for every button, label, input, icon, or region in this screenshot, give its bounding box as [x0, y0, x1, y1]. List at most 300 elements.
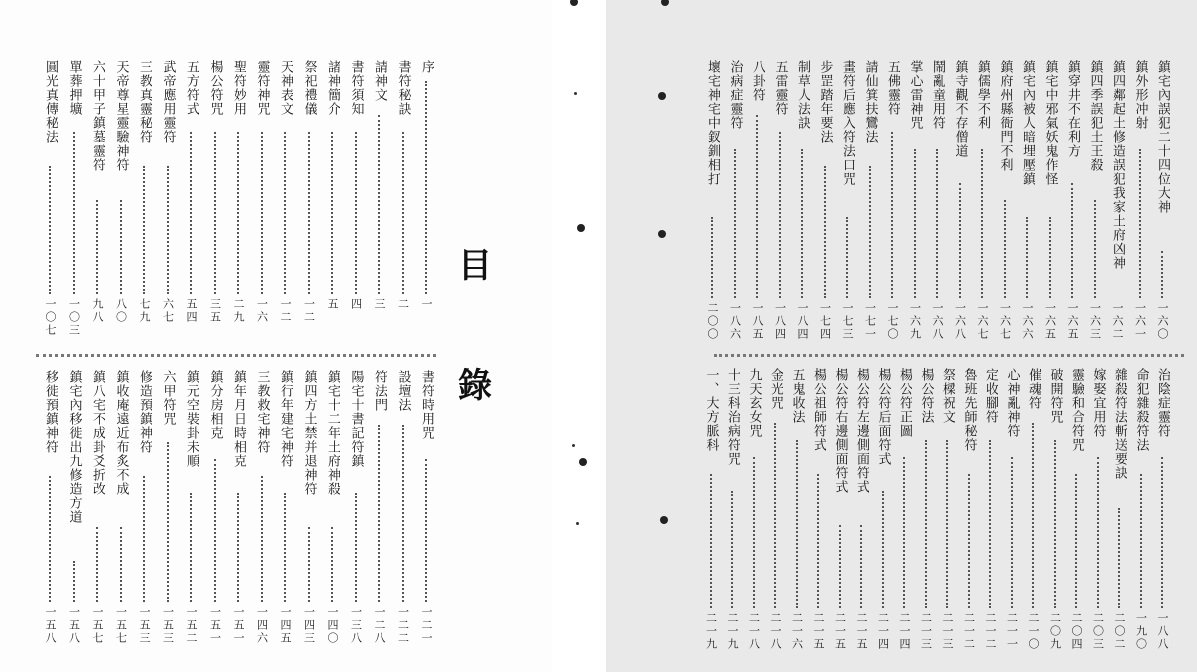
toc-entry	[324, 60, 340, 342]
binding-hole	[658, 92, 666, 100]
toc-page-number: 一〇三	[67, 298, 81, 337]
toc-entry-title: 修造預鎮神符	[137, 370, 152, 454]
toc-page-number: 一五二	[185, 606, 198, 645]
toc-entry-title: 聖符妙用	[231, 60, 246, 116]
toc-entry	[746, 368, 762, 660]
toc-entry-title: 心神亂神符	[1004, 368, 1020, 438]
toc-page-number: 一六五	[1043, 302, 1057, 341]
dot-leader	[1004, 200, 1006, 298]
toc-entry-title: 八卦符	[750, 60, 765, 102]
dot-leader	[860, 525, 862, 608]
dot-leader	[1026, 217, 1028, 298]
toc-page-number: 一六七	[976, 302, 989, 341]
toc-entry-title: 制草人法訣	[795, 60, 810, 130]
toc-entry-title: 鎮寺觀不存僧道	[952, 60, 968, 158]
toc-entry	[230, 60, 246, 342]
toc-entry-title: 鎮年月日時相克	[231, 370, 246, 468]
dot-leader	[284, 493, 286, 602]
toc-page-number: 二一四	[876, 612, 890, 651]
toc-entry	[254, 370, 270, 660]
dot-leader	[167, 442, 169, 602]
dot-leader	[167, 166, 169, 294]
toc-entry	[1047, 368, 1063, 660]
toc-entry-title: 楊公符咒	[207, 60, 223, 116]
dot-leader	[190, 132, 192, 294]
dot-leader	[1161, 251, 1163, 298]
section-divider-left	[36, 354, 436, 357]
dot-leader	[214, 459, 216, 602]
toc-entry	[42, 60, 58, 342]
toc-entry-title: 五佛靈符	[885, 60, 900, 116]
toc-entry	[789, 368, 805, 660]
toc-page-number: 一五三	[138, 606, 151, 645]
toc-entry-title: 五鬼收法	[789, 368, 805, 424]
dot-leader	[1139, 149, 1141, 298]
toc-entry-title: 靈符神咒	[254, 60, 270, 116]
toc-entry	[1019, 60, 1035, 344]
toc-page-number: 二	[396, 298, 410, 311]
toc-entry-title: 鎮外形冲射	[1132, 60, 1148, 130]
toc-entry	[810, 368, 826, 660]
dot-leader	[1118, 508, 1120, 608]
dot-leader	[237, 493, 239, 602]
toc-entry	[918, 368, 934, 660]
toc-entry	[929, 60, 945, 344]
toc-entry	[1154, 368, 1170, 660]
toc-page-number: 一六三	[1088, 302, 1102, 341]
toc-entry-title: 鎮儒學不利	[975, 60, 990, 130]
toc-entry-title: 序	[419, 60, 434, 74]
binding-hole	[661, 0, 669, 6]
dot-leader	[734, 149, 736, 298]
toc-entry-title: 畫符后應入符法口咒	[840, 60, 855, 186]
toc-entry	[1025, 368, 1041, 660]
toc-entry	[1087, 60, 1103, 344]
toc-entry	[794, 60, 810, 344]
speck-mark	[576, 522, 579, 525]
toc-entry-title: 三教真靈秘符	[137, 60, 152, 144]
toc-entry-title: 鎮收庵遠近布炙不成	[113, 370, 129, 496]
dot-leader	[796, 440, 798, 608]
toc-entry-title: 書符秘訣	[395, 60, 411, 116]
toc-page-number: 四	[349, 298, 363, 311]
dot-leader	[378, 115, 380, 294]
toc-entry	[724, 368, 740, 660]
toc-entry	[230, 370, 246, 660]
toc-entry	[875, 368, 891, 660]
toc-entry	[418, 60, 434, 342]
toc-entry	[997, 60, 1013, 344]
section-divider-right	[714, 354, 1184, 357]
toc-entry	[160, 370, 176, 660]
dot-leader	[331, 132, 333, 294]
toc-entry	[839, 60, 855, 344]
dot-leader	[1140, 474, 1142, 608]
toc-entry	[324, 370, 340, 660]
toc-entry-title: 治陰症靈符	[1155, 368, 1170, 438]
toc-entry-title: 九天玄女咒	[746, 368, 762, 438]
toc-entry	[952, 60, 968, 344]
dot-leader	[710, 474, 712, 608]
toc-entry-title: 六甲符咒	[160, 370, 176, 426]
dot-leader	[49, 476, 51, 602]
toc-page-number: 一六五	[1066, 302, 1079, 341]
toc-page-number: 二一一	[1005, 612, 1019, 651]
toc-entry	[301, 370, 317, 660]
toc-page-number: 一六九	[908, 302, 922, 341]
toc-entry	[66, 60, 82, 342]
toc-entry	[254, 60, 270, 342]
dot-leader	[96, 200, 98, 294]
toc-entry-title: 鎮宅內誤犯二十四位大神	[1155, 60, 1170, 214]
dot-leader	[903, 457, 905, 608]
toc-entry	[207, 370, 223, 660]
dot-leader	[96, 527, 98, 602]
toc-entry	[183, 370, 199, 660]
toc-entry-title: 楊公符后面符式	[875, 368, 891, 466]
toc-page-number: 六七	[161, 298, 175, 324]
dot-leader	[1049, 217, 1051, 298]
toc-page-number: 一五八	[44, 606, 57, 645]
toc-entry	[89, 370, 105, 660]
dot-leader	[989, 440, 991, 608]
toc-entry-title: 鎮穿井不在利方	[1065, 60, 1080, 158]
toc-entry-title: 陽宅十書記符鎮	[348, 370, 364, 468]
toc-page-number: 一八四	[773, 302, 787, 341]
toc-page-number: 一五一	[232, 606, 245, 645]
toc-page-number: 一五一	[208, 606, 222, 645]
dot-leader	[1094, 200, 1096, 298]
toc-entry	[1090, 368, 1106, 660]
dot-leader	[968, 474, 970, 608]
toc-page-number: 一二二	[396, 606, 410, 645]
toc-entry-title: 五方符式	[184, 60, 199, 116]
toc-page-number: 一五七	[114, 606, 128, 645]
toc-page-number: 二〇三	[1091, 612, 1105, 651]
heading-lu: 錄	[458, 366, 492, 406]
toc-entry	[66, 370, 82, 660]
dot-leader	[214, 132, 216, 294]
speck-mark	[577, 224, 585, 232]
dot-leader	[49, 166, 51, 294]
toc-page-number: 一	[420, 298, 433, 311]
toc-entry-title: 命犯雜殺符法	[1133, 368, 1149, 452]
toc-entry-title: 鎮宅內被人暗埋壓鎮	[1020, 60, 1035, 186]
toc-page-number: 二〇二	[1113, 612, 1126, 651]
toc-entry	[207, 60, 223, 342]
toc-entry-title: 請神文	[372, 60, 387, 102]
toc-entry	[371, 60, 387, 342]
toc-entry	[136, 370, 152, 660]
toc-page-number: 二〇〇	[706, 302, 719, 341]
toc-entry-title: 楊公符正圖	[897, 368, 912, 438]
toc-entry-title: 破開符咒	[1047, 368, 1063, 424]
toc-entry-title: 嫁娶宜用符	[1090, 368, 1106, 438]
dot-leader	[355, 132, 357, 294]
dot-leader	[308, 527, 310, 602]
toc-entry-title: 鎮宅十二年土府神殺	[325, 370, 340, 496]
toc-page-number: 一二	[279, 298, 292, 324]
toc-page-number: 二〇四	[1070, 612, 1083, 651]
toc-entry-title: 移徙預鎮神符	[43, 370, 58, 454]
toc-entry-title: 楊公符右邊側面符式	[832, 368, 848, 494]
toc-entry-title: 祭樑祝文	[940, 368, 955, 424]
toc-entry-title: 鎮四方土禁并退神符	[301, 370, 317, 496]
toc-entry-title: 鎮八宅不成卦爻折改	[90, 370, 105, 496]
dot-leader	[711, 217, 713, 298]
toc-entry-title: 五雷靈符	[772, 60, 788, 116]
dot-leader	[801, 149, 803, 298]
toc-page-number: 一五七	[91, 606, 104, 645]
toc-entry-title: 步罡踏年要法	[817, 60, 833, 144]
toc-entry	[884, 60, 900, 344]
toc-page-number: 七九	[138, 298, 151, 324]
toc-entry	[703, 368, 719, 660]
toc-entry-title: 催魂符	[1026, 368, 1041, 410]
dot-leader	[959, 183, 961, 298]
toc-page-number: 二一九	[704, 612, 718, 651]
toc-page-number: 一六八	[931, 302, 944, 341]
toc-entry-title: 鎮宅內移徙出九修造方道	[66, 370, 82, 524]
dot-leader	[143, 166, 145, 294]
toc-page-number: 一六二	[1111, 302, 1124, 341]
toc-entry-title: 武帝應用靈符	[160, 60, 176, 144]
toc-page-number: 一五三	[161, 606, 175, 645]
dot-leader	[946, 440, 948, 608]
toc-page-number: 一八五	[751, 302, 764, 341]
dot-leader	[756, 115, 758, 298]
toc-entry	[1132, 60, 1148, 344]
dot-leader	[981, 149, 983, 298]
toc-entry-title: 書符時用咒	[419, 370, 434, 440]
toc-page-number: 一三八	[349, 606, 363, 645]
dot-leader	[1032, 423, 1034, 608]
dot-leader	[846, 217, 848, 298]
toc-page-number: 五	[326, 298, 339, 311]
toc-entry	[862, 60, 878, 344]
dot-leader	[1071, 183, 1073, 298]
dot-leader	[120, 527, 122, 602]
toc-page-number: 二一〇	[1027, 612, 1040, 651]
toc-entry	[772, 60, 788, 344]
dot-leader	[779, 132, 781, 298]
toc-entry-title: 定收腳符	[983, 368, 998, 424]
toc-entry	[749, 60, 765, 344]
dot-leader	[308, 132, 310, 294]
toc-entry-title: 單葬押壙	[66, 60, 82, 116]
dot-leader	[402, 132, 404, 294]
toc-entry	[136, 60, 152, 342]
toc-page-number: 一四六	[255, 606, 269, 645]
toc-page-number: 一二一	[420, 606, 433, 645]
dot-leader	[914, 149, 916, 298]
toc-entry-title: 書符須知	[348, 60, 364, 116]
dot-leader	[237, 132, 239, 294]
toc-page-number: 一四五	[279, 606, 292, 645]
toc-entry-title: 鬧亂童用符	[930, 60, 945, 130]
toc-entry	[1042, 60, 1058, 344]
dot-leader	[1011, 457, 1013, 608]
toc-entry	[395, 60, 411, 342]
toc-page-number: 一四三	[302, 606, 316, 645]
toc-entry-title: 金光咒	[768, 368, 783, 410]
dot-leader	[731, 491, 733, 608]
toc-entry-title: 諸神簡介	[325, 60, 340, 116]
toc-page-number: 一七一	[863, 302, 877, 341]
toc-entry	[418, 370, 434, 660]
toc-entry-title: 設壇法	[395, 370, 411, 412]
toc-entry-title: 圓光真傳秘法	[43, 60, 58, 144]
toc-entry	[160, 60, 176, 342]
toc-entry	[277, 60, 293, 342]
page-gutter	[552, 0, 606, 672]
toc-entry	[1133, 368, 1149, 660]
binding-hole	[660, 516, 668, 524]
toc-page-number: 一八八	[1156, 612, 1169, 651]
binding-hole	[658, 230, 666, 238]
dot-leader	[355, 493, 357, 602]
toc-entry-title: 鎮元空裝卦未順	[184, 370, 199, 468]
toc-page-number: 一八四	[796, 302, 809, 341]
toc-page-number: 三	[373, 298, 386, 311]
toc-page-number: 二一四	[898, 612, 911, 651]
dot-leader	[261, 132, 263, 294]
heading-mu: 目	[458, 246, 492, 286]
toc-entry	[371, 370, 387, 660]
speck-mark	[570, 0, 578, 6]
dot-leader	[1075, 474, 1077, 608]
dot-leader	[882, 491, 884, 608]
toc-page-number: 一七三	[841, 302, 854, 341]
toc-entry	[961, 368, 977, 660]
toc-entry	[395, 370, 411, 660]
toc-page-number: 二一二	[984, 612, 997, 651]
toc-entry	[348, 370, 364, 660]
speck-mark	[572, 444, 575, 447]
dot-leader	[120, 200, 122, 294]
dot-leader	[824, 166, 826, 298]
toc-entry	[767, 368, 783, 660]
toc-entry	[42, 370, 58, 660]
toc-page-number: 一八六	[728, 302, 742, 341]
toc-page-number: 一六六	[1021, 302, 1034, 341]
speck-mark	[574, 92, 577, 95]
toc-entry-title: 鎮分房相克	[207, 370, 223, 440]
dot-leader	[891, 132, 893, 298]
toc-entry-title: 鎮府州縣衙門不利	[997, 60, 1013, 172]
toc-page-number: 二一六	[790, 612, 804, 651]
toc-entry	[982, 368, 998, 660]
toc-entry	[817, 60, 833, 344]
dot-leader	[190, 493, 192, 602]
dot-leader	[753, 457, 755, 608]
toc-entry-title: 天神表文	[278, 60, 293, 116]
toc-page-number: 二一五	[812, 612, 825, 651]
toc-entry-title: 一、大方脈科	[703, 368, 719, 452]
toc-page-number: 二一二	[962, 612, 976, 651]
toc-page-number: 一六一	[1133, 302, 1147, 341]
toc-entry	[89, 60, 105, 342]
dot-leader	[284, 132, 286, 294]
toc-entry	[907, 60, 923, 344]
toc-entry	[1154, 60, 1170, 344]
toc-entry	[939, 368, 955, 660]
dot-leader	[402, 425, 404, 602]
dot-leader	[73, 132, 75, 294]
toc-page-number: 二〇九	[1048, 612, 1062, 651]
toc-page-number: 二一五	[855, 612, 868, 651]
toc-entry	[1064, 60, 1080, 344]
toc-entry	[1111, 368, 1127, 660]
toc-entry	[832, 368, 848, 660]
toc-page-number: 一九〇	[1134, 612, 1148, 651]
toc-entry	[974, 60, 990, 344]
toc-page-number: 二一八	[747, 612, 761, 651]
toc-entry-title: 掌心雷神咒	[907, 60, 923, 130]
toc-page-number: 二九	[232, 298, 245, 324]
dot-leader	[425, 81, 427, 294]
toc-entry-title: 符法門	[372, 370, 387, 412]
toc-page-number: 二一三	[919, 612, 933, 651]
toc-entry-title: 天帝尊星靈驗神符	[113, 60, 129, 172]
toc-entry	[113, 370, 129, 660]
toc-page-number: 一〇七	[44, 298, 57, 337]
dot-leader	[839, 525, 841, 608]
toc-entry	[348, 60, 364, 342]
dot-leader	[1054, 440, 1056, 608]
toc-page-number: 一七四	[818, 302, 832, 341]
left-page	[0, 0, 552, 672]
toc-page-number: 一四〇	[326, 606, 339, 645]
toc-entry-title: 鎮行年建宅神符	[278, 370, 293, 468]
toc-page-number: 一二八	[373, 606, 386, 645]
dot-leader	[143, 476, 145, 602]
toc-page-number: 三五	[208, 298, 222, 324]
toc-entry	[301, 60, 317, 342]
toc-entry	[853, 368, 869, 660]
toc-page-number: 一七〇	[886, 302, 899, 341]
toc-entry	[704, 60, 720, 344]
toc-entry-title: 鎮宅中邪氣妖鬼作怪	[1042, 60, 1058, 186]
dot-leader	[378, 425, 380, 602]
dot-leader	[869, 166, 871, 298]
toc-entry-title: 楊公符法	[918, 368, 934, 424]
speck-mark	[579, 458, 587, 466]
right-page	[606, 0, 1197, 672]
toc-entry-title: 靈驗和合符咒	[1069, 368, 1084, 452]
toc-page-number: 一六八	[953, 302, 967, 341]
toc-page-number: 二一五	[833, 612, 847, 651]
toc-page-number: 一六	[255, 298, 269, 324]
toc-entry-title: 請仙箕扶鸞法	[862, 60, 878, 144]
dot-leader	[774, 423, 776, 608]
toc-entry-title: 魯班先師秘符	[961, 368, 977, 452]
toc-entry-title: 祭祀禮儀	[301, 60, 317, 116]
toc-entry	[727, 60, 743, 344]
toc-entry-title: 壞宅神宅中釵釧相打	[705, 60, 720, 186]
toc-entry	[1068, 368, 1084, 660]
dot-leader	[817, 474, 819, 608]
toc-entry	[1109, 60, 1125, 344]
toc-entry-title: 六十甲子鎮墓靈符	[90, 60, 105, 172]
toc-entry	[277, 370, 293, 660]
toc-entry	[183, 60, 199, 342]
toc-page-number: 八〇	[114, 298, 128, 324]
toc-page-number: 一六七	[998, 302, 1012, 341]
toc-page-number: 九八	[91, 298, 104, 324]
dot-leader	[261, 476, 263, 602]
toc-entry-title: 楊公符左邊側面符式	[854, 368, 869, 494]
